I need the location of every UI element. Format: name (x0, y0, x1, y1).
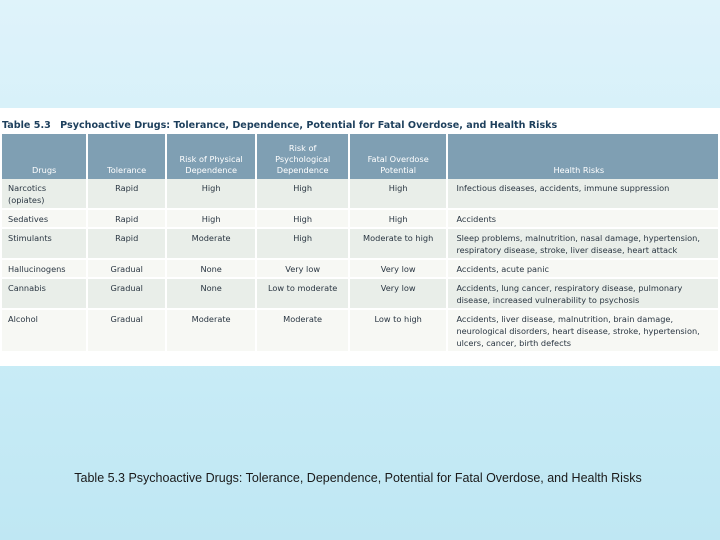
cell-health-risks: Accidents (448, 210, 718, 229)
cell-psychological: High (257, 179, 348, 210)
cell-drug: Hallucinogens (2, 260, 86, 279)
cell-tolerance: Gradual (88, 310, 164, 353)
table-title (2, 120, 718, 131)
cell-physical: High (167, 210, 256, 229)
cell-drug: Narcotics (opiates) (2, 179, 86, 210)
table-row (2, 279, 718, 310)
cell-physical: Moderate (167, 310, 256, 353)
header-health-risks: Health Risks (448, 134, 718, 179)
cell-psychological: Moderate (257, 310, 348, 353)
cell-psychological: High (257, 210, 348, 229)
table-figure (0, 108, 720, 366)
cell-drug: Alcohol (2, 310, 86, 353)
cell-overdose: High (350, 179, 447, 210)
cell-drug: Cannabis (2, 279, 86, 310)
cell-tolerance: Gradual (88, 260, 164, 279)
cell-health-risks: Accidents, liver disease, malnutrition, brain damage, neurological disorders, heart disease, stroke, hypertension, ulcers, cancer, birth defects (448, 310, 718, 353)
cell-physical: Moderate (167, 229, 256, 260)
cell-psychological: Low to moderate (257, 279, 348, 310)
table-header-row (2, 134, 718, 179)
cell-tolerance: Gradual (88, 279, 164, 310)
table-row (2, 210, 718, 229)
cell-health-risks: Sleep problems, malnutrition, nasal damage, hypertension, respiratory disease, stroke, liver disease, heart attack (448, 229, 718, 260)
cell-overdose: Very low (350, 279, 447, 310)
cell-overdose: Moderate to high (350, 229, 447, 260)
cell-drug: Stimulants (2, 229, 86, 260)
header-psychological-dependence: Risk of Psychological Dependence (257, 134, 348, 179)
header-physical-dependence: Risk of Physical Dependence (167, 134, 256, 179)
cell-psychological: High (257, 229, 348, 260)
table-row (2, 179, 718, 210)
cell-overdose: High (350, 210, 447, 229)
cell-tolerance: Rapid (88, 210, 164, 229)
table-row (2, 260, 718, 279)
cell-physical: None (167, 260, 256, 279)
table-row (2, 310, 718, 353)
header-drugs: Drugs (2, 134, 86, 179)
cell-physical: None (167, 279, 256, 310)
cell-drug: Sedatives (2, 210, 86, 229)
cell-physical: High (167, 179, 256, 210)
cell-tolerance: Rapid (88, 229, 164, 260)
table-title-text: Psychoactive Drugs: Tolerance, Dependence, Potential for Fatal Overdose, and Health Risks (60, 120, 558, 131)
cell-overdose: Low to high (350, 310, 447, 353)
cell-tolerance: Rapid (88, 179, 164, 210)
header-tolerance: Tolerance (88, 134, 164, 179)
table-row (2, 229, 718, 260)
cell-health-risks: Accidents, lung cancer, respiratory disease, pulmonary disease, increased vulnerability to psychosis (448, 279, 718, 310)
header-fatal-overdose: Fatal Overdose Potential (350, 134, 447, 179)
slide-caption: Table 5.3 Psychoactive Drugs: Tolerance, Dependence, Potential for Fatal Overdose, and Health Risks (74, 471, 642, 485)
table-title-number: Table 5.3 (2, 120, 51, 131)
drug-table (0, 134, 720, 353)
cell-health-risks: Infectious diseases, accidents, immune suppression (448, 179, 718, 210)
cell-health-risks: Accidents, acute panic (448, 260, 718, 279)
cell-overdose: Very low (350, 260, 447, 279)
cell-psychological: Very low (257, 260, 348, 279)
